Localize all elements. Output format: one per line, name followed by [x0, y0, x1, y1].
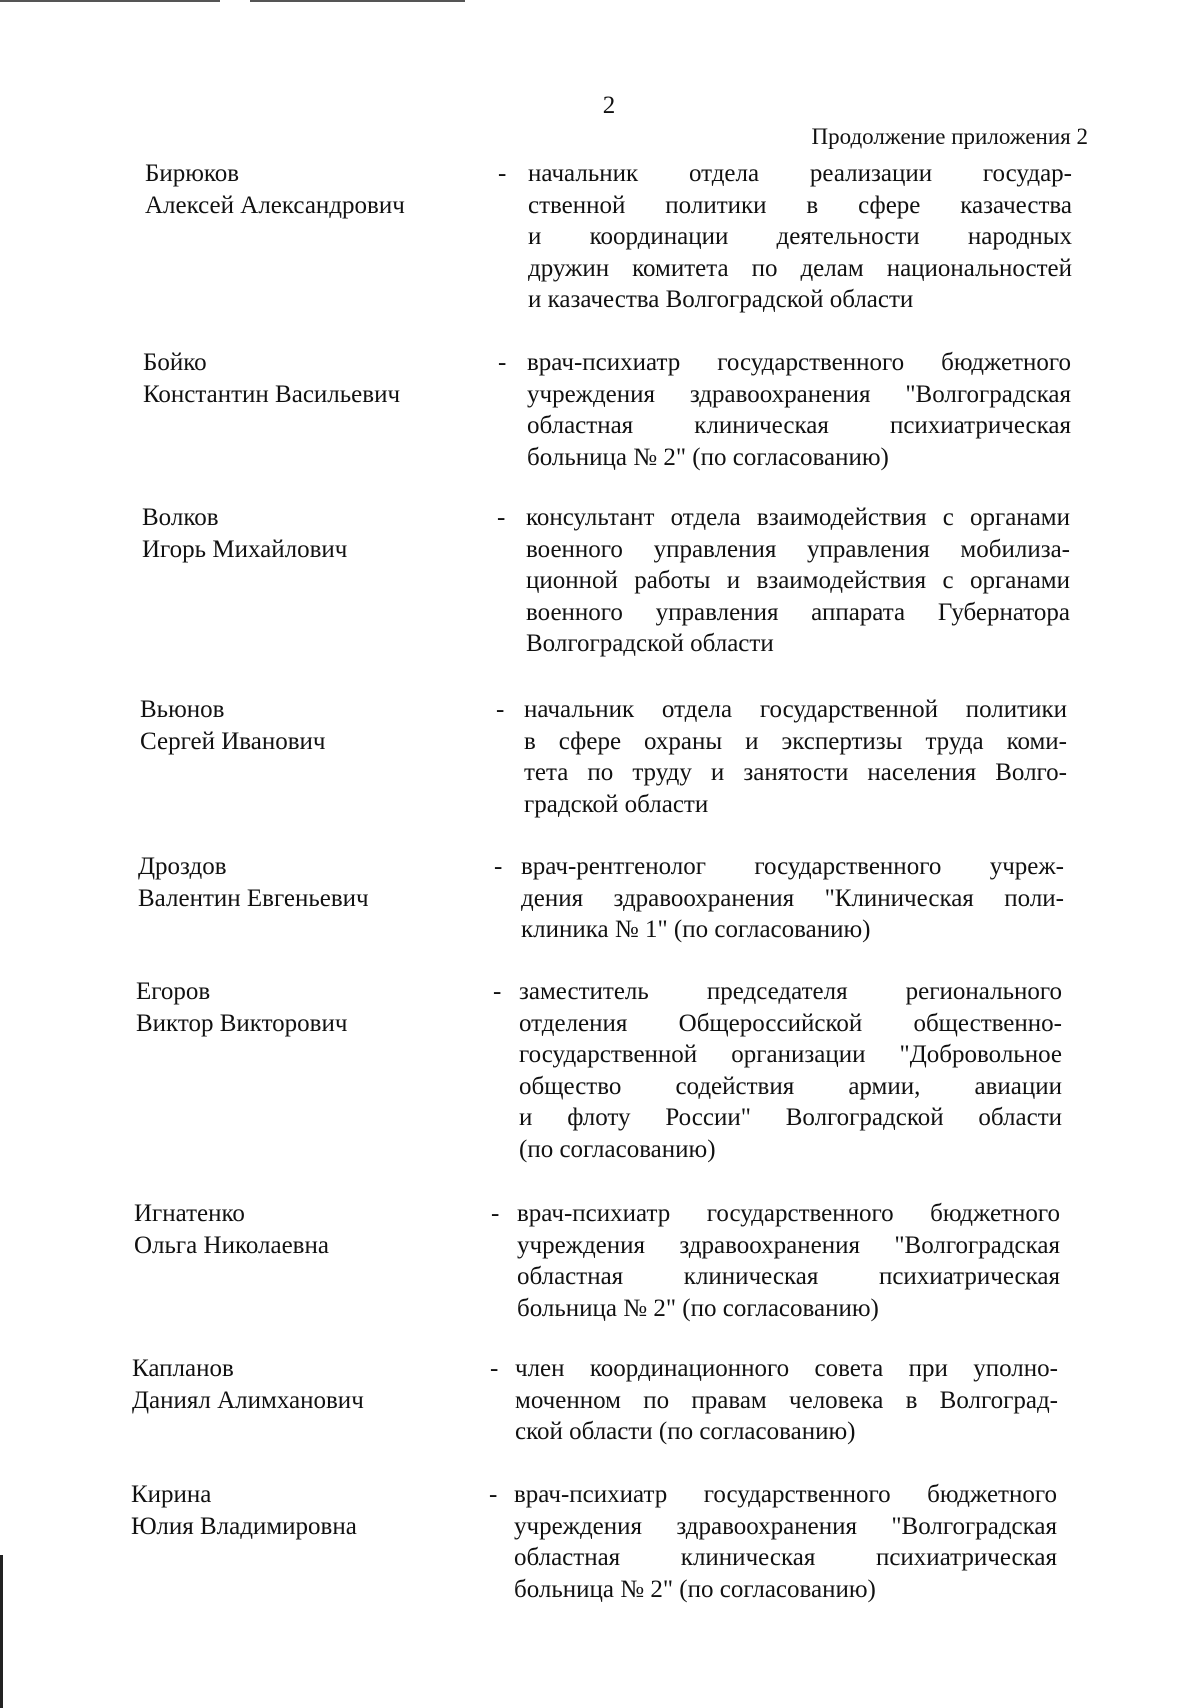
- position-line: и флоту России" Волгоградской области: [519, 1104, 1062, 1131]
- position-line: врач-психиатр государственного бюджетного: [527, 349, 1071, 376]
- member-given-names: Алексей Александрович: [145, 192, 405, 219]
- member-name: [131, 1479, 357, 1543]
- member-position: [514, 1479, 1057, 1605]
- position-line: учреждения здравоохранения "Волгоградская: [517, 1231, 1060, 1259]
- member-position: [526, 502, 1070, 660]
- member-surname: Вьюнов: [140, 696, 225, 723]
- member-position: [517, 1198, 1060, 1324]
- member-surname: Волков: [142, 504, 219, 531]
- position-line: врач-психиатр государственного бюджетного: [514, 1481, 1057, 1508]
- position-line: и казачества Волгоградской области: [528, 286, 914, 313]
- member-position: [524, 694, 1067, 820]
- page-number: 2: [602, 92, 616, 119]
- position-line: отделения Общероссийской общественно-: [519, 1009, 1062, 1037]
- member-name: [142, 502, 347, 566]
- member-given-names: Валентин Евгеньевич: [138, 885, 369, 912]
- position-line: и координации деятельности народных: [528, 223, 1072, 250]
- position-line: начальник отдела государственной политики: [524, 696, 1067, 723]
- member-surname: Бирюков: [145, 160, 240, 187]
- position-line: консультант отдела взаимодействия с органами: [526, 504, 1070, 531]
- member-name: [132, 1353, 364, 1417]
- member-surname: Егоров: [136, 978, 211, 1005]
- member-given-names: Виктор Викторович: [136, 1010, 348, 1037]
- position-line: государственной организации "Добровольное: [519, 1041, 1062, 1068]
- member-given-names: Игорь Михайлович: [142, 536, 348, 563]
- member-position: [527, 347, 1071, 473]
- member-surname: Кирина: [131, 1481, 212, 1508]
- position-line: общество содействия армии, авиации: [519, 1072, 1062, 1100]
- position-line: больница № 2" (по согласованию): [514, 1575, 876, 1603]
- entry-dash: -: [489, 1481, 498, 1508]
- appendix-continuation-note: Продолжение приложения 2: [811, 124, 1088, 149]
- position-line: врач-рентгенолог государственного учреж-: [521, 853, 1064, 880]
- position-line: областная клиническая психиатрическая: [517, 1263, 1060, 1290]
- member-surname: Игнатенко: [134, 1200, 245, 1227]
- entry-dash: -: [497, 504, 506, 531]
- entry-dash: -: [498, 349, 507, 376]
- member-name: [136, 976, 347, 1040]
- member-given-names: Константин Васильевич: [143, 381, 401, 408]
- position-line: ционной работы и взаимодействия с органами: [526, 567, 1070, 594]
- position-line: в сфере охраны и экспертизы труда коми-: [524, 727, 1067, 755]
- member-surname: Дроздов: [138, 853, 227, 880]
- member-name: [145, 158, 405, 222]
- member-surname: Бойко: [143, 349, 207, 376]
- position-line: врач-психиатр государственного бюджетного: [517, 1200, 1060, 1227]
- member-name: [138, 851, 369, 915]
- position-line: член координационного совета при уполно-: [515, 1355, 1058, 1382]
- position-line: заместитель председателя регионального: [519, 978, 1062, 1005]
- member-name: [143, 347, 400, 411]
- member-given-names: Юлия Владимировна: [131, 1513, 357, 1540]
- entry-dash: -: [496, 696, 505, 723]
- position-line: больница № 2" (по согласованию): [517, 1294, 879, 1322]
- member-given-names: Сергей Иванович: [140, 728, 326, 755]
- position-line: Волгоградской области: [526, 630, 774, 657]
- entry-dash: -: [493, 978, 502, 1005]
- position-line: ственной политики в сфере казачества: [528, 191, 1072, 219]
- position-line: военного управления управления мобилиза-: [526, 535, 1070, 563]
- position-line: дружин комитета по делам национальностей: [528, 254, 1072, 282]
- position-line: клиника № 1" (по согласованию): [521, 916, 871, 943]
- scan-edge-left: [0, 1555, 3, 1708]
- position-line: военного управления аппарата Губернатора: [526, 598, 1070, 626]
- scan-mark-top-center: [250, 0, 465, 2]
- position-line: моченном по правам человека в Волгоград-: [515, 1386, 1058, 1414]
- position-line: (по согласованию): [519, 1135, 716, 1163]
- position-line: тета по труду и занятости населения Волго-: [524, 759, 1067, 786]
- position-line: начальник отдела реализации государ-: [528, 160, 1072, 187]
- entry-dash: -: [490, 1355, 499, 1382]
- member-position: [519, 976, 1062, 1165]
- member-position: [515, 1353, 1058, 1448]
- position-line: областная клиническая психиатрическая: [527, 412, 1071, 439]
- member-given-names: Ольга Николаевна: [134, 1232, 329, 1259]
- entry-dash: -: [491, 1200, 500, 1227]
- member-name: [140, 694, 326, 758]
- position-line: дения здравоохранения "Клиническая поли-: [521, 884, 1064, 912]
- entry-dash: -: [494, 853, 503, 880]
- position-line: ской области (по согласованию): [515, 1418, 856, 1445]
- member-surname: Капланов: [132, 1355, 234, 1382]
- member-name: [134, 1198, 329, 1262]
- position-line: учреждения здравоохранения "Волгоградская: [514, 1512, 1057, 1540]
- member-position: [521, 851, 1064, 946]
- position-line: больница № 2" (по согласованию): [527, 443, 889, 471]
- entry-dash: -: [498, 160, 507, 187]
- member-given-names: Даниял Алимханович: [132, 1387, 364, 1414]
- position-line: областная клиническая психиатрическая: [514, 1544, 1057, 1571]
- position-line: градской области: [524, 790, 709, 818]
- position-line: учреждения здравоохранения "Волгоградская: [527, 380, 1071, 408]
- member-position: [528, 158, 1072, 316]
- scan-mark-top-left: [0, 0, 220, 2]
